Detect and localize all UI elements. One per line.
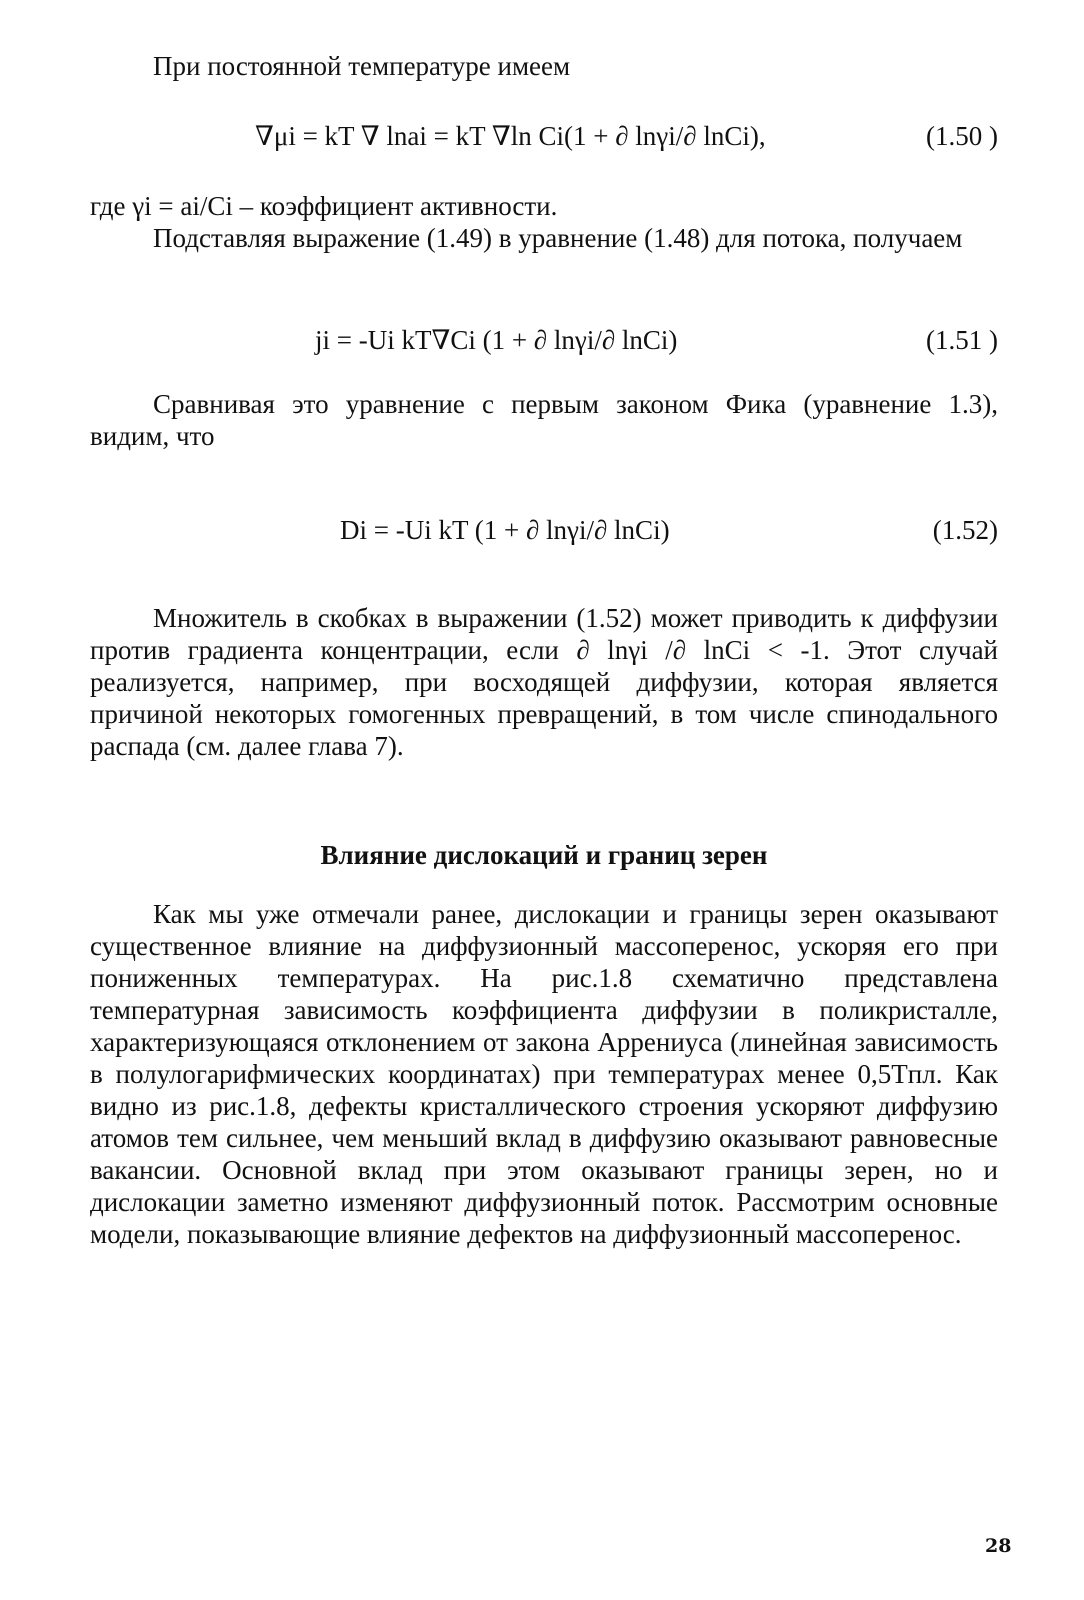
- paragraph-multiplier: Множитель в скобках в выражении (1.52) может приводить к диффузии против градиента концентрации, если ∂ lnγi /∂ lnCi < -1. Этот случай реализуется, например, при восходящей диффузии, которая является причиной некоторых гомогенных превращений, в том числе спинодального распада (см. далее глава 7).: [90, 603, 998, 761]
- equation-expression: ∇μi = kT ∇ lnai = kT ∇ln Ci(1 + ∂ lnγi/∂ lnCi),: [255, 121, 766, 151]
- section-heading: Влияние дислокаций и границ зерен: [320, 840, 768, 870]
- paragraph-dislocations: Как мы уже отмечали ранее, дислокации и границы зерен оказывают существенное влияние на диффузионный массоперенос, ускоряя его при пониженных температурах. На рис.1.8 схематично представлена температурная зависимость коэффициента диффузии в поликристалле, характеризующаяся отклонением от закона Аррениуса (линейная зависимость в полулогарифмических координатах) при температурах менее 0,5Tпл. Как видно из рис.1.8, дефекты кристаллического строения ускоряют диффузию атомов тем сильнее, чем меньший вклад в диффузию оказывают равновесные вакансии. Основной вклад при этом оказывают границы зерен, но и дислокации заметно изменяют диффузионный поток. Рассмотрим основные модели, показывающие влияние дефектов на диффузионный массоперенос.: [90, 899, 998, 1249]
- equation-expression: Di = -Ui kT (1 + ∂ lnγi/∂ lnCi): [340, 515, 670, 545]
- paragraph-activity-coefficient: где γi = ai/Ci – коэффициент активности.: [90, 191, 558, 221]
- paragraph-intro: При постоянной температуре имеем: [153, 51, 571, 81]
- equation-expression: ji = -Ui kT∇Ci (1 + ∂ lnγi/∂ lnCi): [315, 325, 678, 355]
- paragraph-substitution: Подставляя выражение (1.49) в уравнение (1.48) для потока, получаем: [153, 223, 963, 253]
- equation-1-52: [90, 512, 998, 548]
- page-number: 28: [985, 1535, 1012, 1557]
- equation-1-51: [90, 322, 998, 358]
- equation-number: (1.52): [932, 515, 998, 545]
- equation-1-50: [90, 118, 998, 154]
- paragraph-fick-comparison: Сравнивая это уравнение с первым законом Фика (уравнение 1.3), видим, что: [90, 389, 998, 451]
- equation-number: (1.51 ): [926, 325, 998, 355]
- equation-number: (1.50 ): [926, 121, 998, 151]
